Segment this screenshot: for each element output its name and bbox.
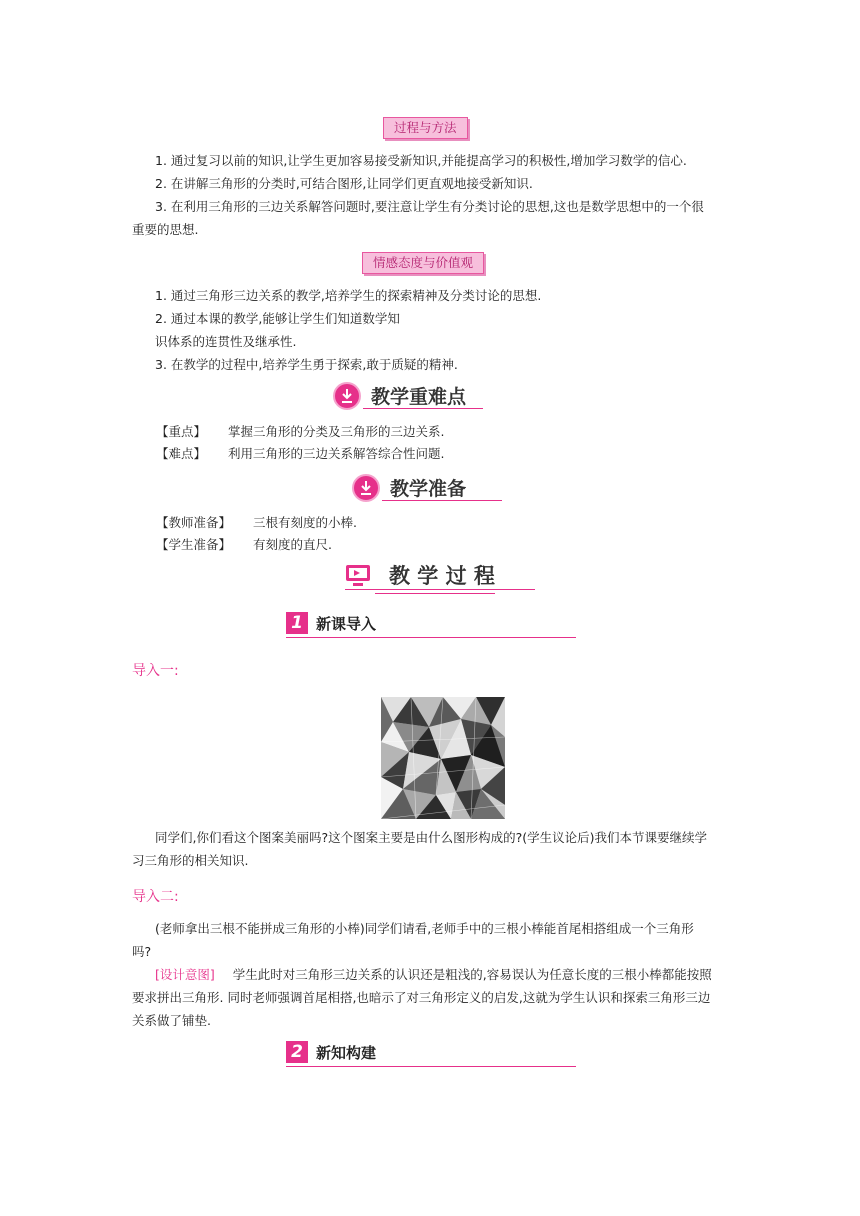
key-point-label: 【重点】 [156,424,207,439]
key-difficult-section-title [333,380,503,412]
download-arrow-icon [352,474,380,502]
step-1-number: 1 [286,612,308,634]
intro-2-heading: 导入二: [132,889,179,905]
step-1-label: 新课导入 [316,615,377,633]
intro-2-para-1-line-2: 吗? [132,944,152,959]
difficult-point-label: 【难点】 [156,446,207,461]
process-item-1: 1. 通过复习以前的知识,让学生更加容易接受新知识,并能提高学习的积极性,增加学习数学的信心. [155,153,687,168]
emotion-item-2-cont: 识体系的连贯性及继承性. [155,334,297,349]
design-intent-tag: [设计意图] [155,967,215,982]
key-difficult-title: 教学重难点 [371,386,467,408]
teaching-process-title-block [345,560,535,596]
teacher-prep-label: 【教师准备】 [156,515,232,530]
intro-1-para-line-1: 同学们,你们看这个图案美丽吗?这个图案主要是由什么图形构成的?(学生议论后)我们本节课要继续学 [155,830,707,845]
intro-2-para-2-line-3: 关系做了铺垫. [132,1013,211,1028]
difficult-point-text: 利用三角形的三边关系解答综合性问题. [227,446,445,461]
intro-1-para-line-2: 习三角形的相关知识. [132,853,249,868]
process-item-3: 3. 在利用三角形的三边关系解答问题时,要注意让学生有分类讨论的思想,这也是数学思想中的一个很 [155,199,704,214]
student-prep-row [156,534,756,556]
download-arrow-icon [333,382,361,410]
preparation-section-title [352,472,502,504]
intro-2-para-2-line-1 [155,964,755,986]
intro-2-para-2-line-2: 要求拼出三角形. 同时老师强调首尾相搭,也暗示了对三角形定义的启发,这就为学生认识和探索三角形三边 [132,990,711,1005]
key-point-text: 掌握三角形的分类及三角形的三边关系. [227,424,445,439]
teaching-process-title: 教 学 过 程 [389,564,495,588]
step-2-number: 2 [286,1041,308,1063]
emotion-item-2: 2. 通过本课的教学,能够让学生们知道数学知 [155,311,400,326]
monitor-icon [345,564,371,586]
emotion-values-tag: 情感态度与价值观 [362,252,484,274]
preparation-title: 教学准备 [390,478,467,500]
process-item-3-cont: 重要的思想. [132,222,199,237]
key-point-row [156,421,756,443]
teacher-prep-row [156,512,756,534]
emotion-item-1: 1. 通过三角形三边关系的教学,培养学生的探索精神及分类讨论的思想. [155,288,542,303]
student-prep-label: 【学生准备】 [156,537,232,552]
student-prep-text: 有刻度的直尺. [252,537,332,552]
triangle-mosaic-image [381,697,505,819]
difficult-point-row [156,443,756,465]
intro-1-heading: 导入一: [132,663,179,679]
design-intent-text: 学生此时对三角形三边关系的认识还是粗浅的,容易误认为任意长度的三根小棒都能按照 [232,967,712,982]
process-method-tag: 过程与方法 [383,117,468,139]
process-item-2: 2. 在讲解三角形的分类时,可结合图形,让同学们更直观地接受新知识. [155,176,533,191]
step-2-label: 新知构建 [316,1044,377,1062]
intro-2-para-1-line-1: (老师拿出三根不能拼成三角形的小棒)同学们请看,老师手中的三根小棒能首尾相搭组成一个三角形 [155,921,694,936]
emotion-item-3: 3. 在教学的过程中,培养学生勇于探索,敢于质疑的精神. [155,357,458,372]
teacher-prep-text: 三根有刻度的小棒. [252,515,357,530]
